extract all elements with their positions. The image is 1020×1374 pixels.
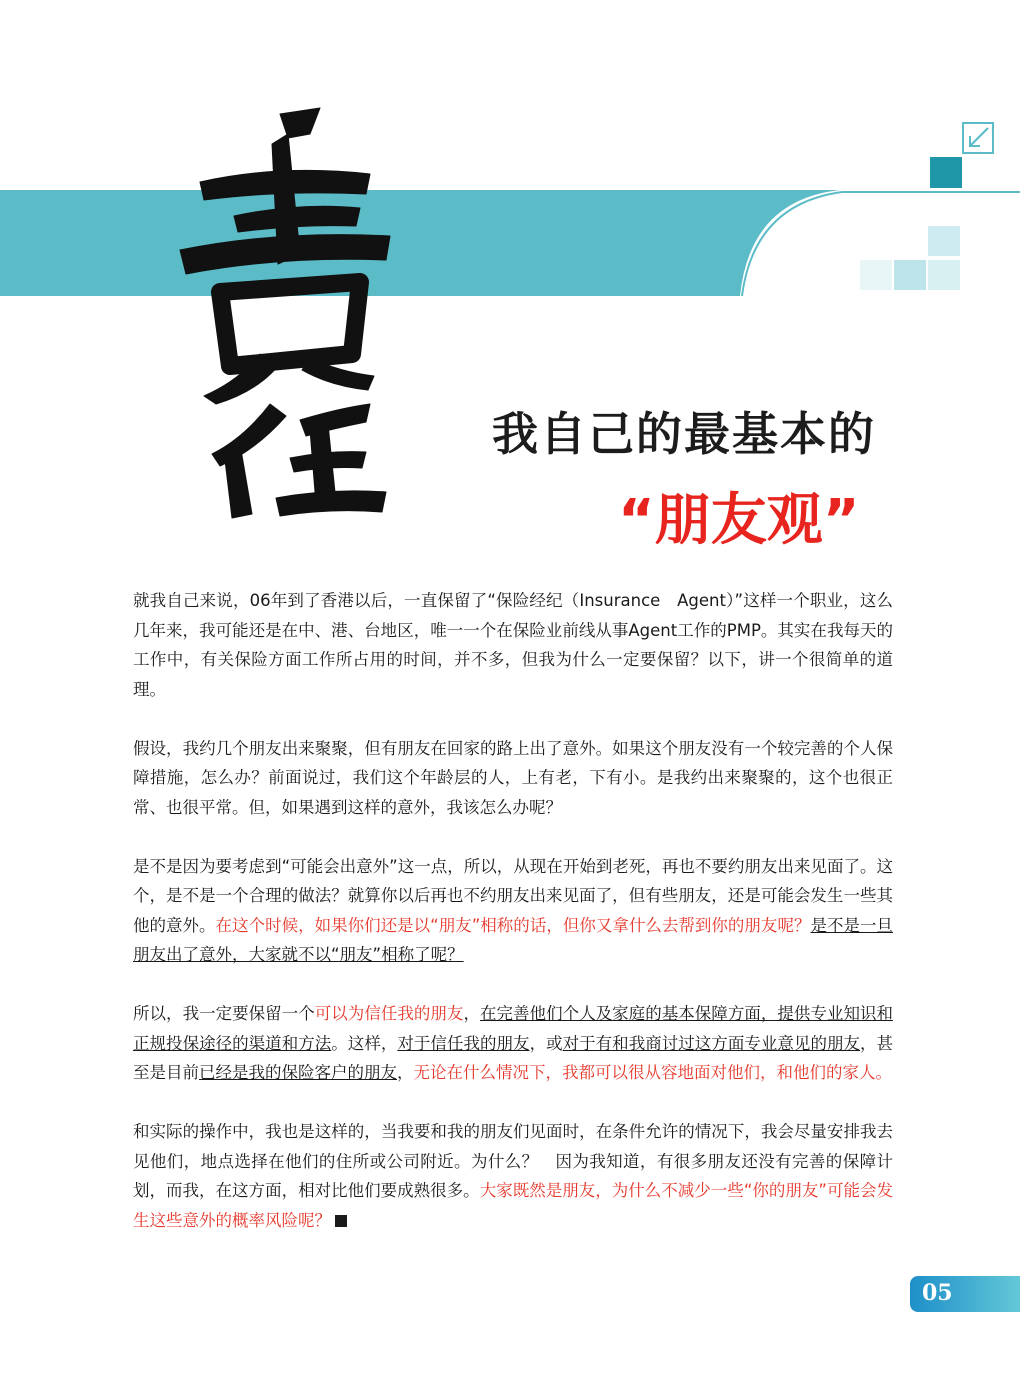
page-title-line2: “朋友观” xyxy=(618,488,860,553)
paragraph xyxy=(133,586,893,704)
text-run: 假设，我约几个朋友出来聚聚，但有朋友在回家的路上出了意外。如果这个朋友没有一个较完善的个人保障措施，怎么办？前面说过，我们这个年龄层的人，上有老，下有小。是我约出来聚聚的，这个也很正常、也很平常。但，如果遇到这样的意外，我该怎么办呢？ xyxy=(133,738,893,817)
text-run: 。这样， xyxy=(331,1033,398,1053)
text-run: ，或 xyxy=(529,1033,563,1053)
square-light-3 xyxy=(894,260,926,290)
text-run: 所以，我一定要保留一个 xyxy=(133,1004,315,1023)
underlined-text: 在完善他们个人及家庭的基本保障方面，提供专业知识和正规投保途径的渠道和方法 xyxy=(133,1004,894,1053)
highlight-text: 大家既然是朋友，为什么不减少一些“你的朋友”可能会发生这些意外的概率风险呢？ xyxy=(133,1181,893,1230)
corner-arrow-icon xyxy=(962,122,994,154)
highlight-text: 在这个时候，如果你们还是以“朋友”相称的话，但你又拿什么去帮到你的朋友呢？ xyxy=(215,915,811,935)
paragraph xyxy=(133,999,893,1088)
square-light-4 xyxy=(928,260,960,290)
text-run: 是不是因为要考虑到“可能会出意外”这一点，所以，从现在开始到老死，再也不要约朋友出来见面了。这个，是不是一个合理的做法？就算你以后再也不约朋友出来见面了，但有些朋友，还是可能会发生一些其他的意外。 xyxy=(133,856,893,935)
underlined-text: 已经是我的保险客户的朋友 xyxy=(199,1063,397,1082)
page-title-line1: 我自己的最基本的 xyxy=(492,407,876,461)
tagline: Simple Dream of Macallon xyxy=(804,200,1001,216)
highlight-text: 可以为信任我的朋友 xyxy=(314,1004,464,1023)
text-run: ， xyxy=(397,1063,414,1082)
paragraph xyxy=(133,852,893,970)
highlight-text: 无论在什么情况下，我都可以很从容地面对他们，和他们的家人。 xyxy=(413,1063,892,1082)
text-run: ，甚至是目前 xyxy=(133,1033,894,1082)
paragraph xyxy=(133,734,893,823)
text-run: 和实际的操作中，我也是这样的，当我要和我的朋友们见面时，在条件允许的情况下，我会尽量安排我去见他们，地点选择在他们的住所或公司附近。为什么？ 因为我知道，有很多朋友还没有完善的保障计划，而我，在这方面，相对比他们要成熟很多。 xyxy=(133,1122,893,1200)
square-dark xyxy=(930,157,962,188)
article-body xyxy=(133,586,893,1265)
end-mark xyxy=(335,1215,347,1227)
calligraphy-logo xyxy=(160,104,400,524)
text-run: ， xyxy=(463,1004,480,1023)
text-run: 就我自己来说，06年到了香港以后，一直保留了“保险经纪（Insurance Agent）”这样一个职业，这么几年来，我可能还是在中、港、台地区，唯一一个在保险业前线从事Agent工作的PMP。其实在我每天的工作中，有关保险方面工作所占用的时间，并不多，但我为什么一定要保留？以下，讲一个很简单的道理。 xyxy=(133,591,893,699)
underlined-text: 是不是一旦朋友出了意外，大家就不以“朋友”相称了呢？ xyxy=(133,915,894,964)
paragraph xyxy=(133,1117,893,1235)
square-light-1 xyxy=(928,226,960,256)
underlined-text: 对于有和我商讨过这方面专业意见的朋友 xyxy=(562,1033,861,1053)
underlined-text: 对于信任我的朋友 xyxy=(397,1033,530,1053)
page-number: 05 xyxy=(922,1280,953,1306)
square-light-2 xyxy=(860,260,892,290)
